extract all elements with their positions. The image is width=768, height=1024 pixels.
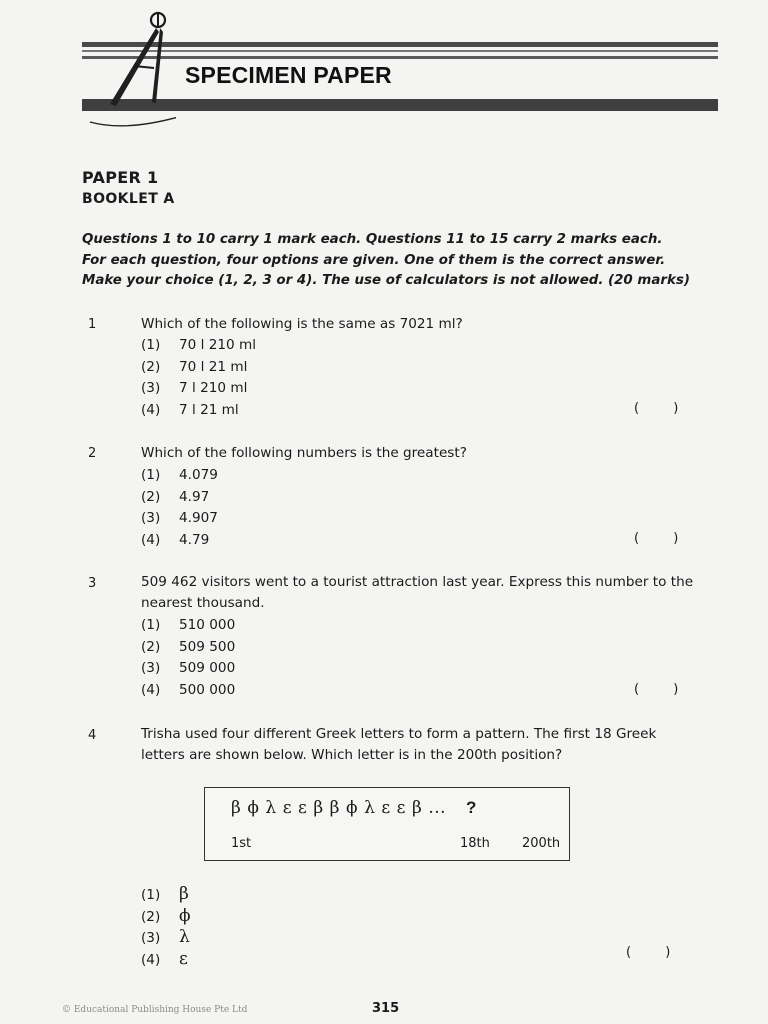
answer-bracket[interactable]: ( ) xyxy=(626,945,671,960)
option-value: λ xyxy=(179,927,190,947)
greek-letter: ϕ xyxy=(345,798,359,818)
option-label: (1) xyxy=(141,467,161,483)
option-label: (3) xyxy=(141,660,161,676)
option-4[interactable] xyxy=(141,680,235,702)
option-label: (2) xyxy=(141,488,161,505)
banner-stripe xyxy=(82,42,718,47)
option-3[interactable] xyxy=(141,508,218,530)
option-value: 7 l 210 ml xyxy=(179,380,248,396)
option-1[interactable] xyxy=(141,615,235,637)
option-label: (1) xyxy=(141,887,161,903)
option-value: ε xyxy=(179,948,188,969)
option-label: (4) xyxy=(141,681,161,698)
option-value: ϕ xyxy=(179,905,191,926)
option-value: 4.79 xyxy=(179,531,210,548)
option-value: 509 500 xyxy=(179,638,236,655)
option-value: 4.907 xyxy=(179,510,218,526)
option-value: 509 000 xyxy=(179,660,236,676)
position-label-1st: 1st xyxy=(231,836,252,851)
option-value: 4.079 xyxy=(179,467,218,483)
unknown-letter: ? xyxy=(466,798,477,817)
option-1[interactable] xyxy=(141,335,256,357)
banner-stripe xyxy=(82,99,718,111)
greek-letter-sequence xyxy=(231,798,483,818)
question-text: Trisha used four different Greek letters to form a pattern. The first 18 Greek letters are shown below. Which letter is in the 200th position? xyxy=(141,726,657,763)
greek-letter: β xyxy=(411,798,423,818)
option-4[interactable] xyxy=(141,400,256,422)
option-label: (1) xyxy=(141,617,161,633)
greek-letter: λ xyxy=(265,798,277,818)
answer-bracket[interactable]: ( ) xyxy=(634,401,679,416)
instructions xyxy=(82,230,690,292)
ellipsis: ... xyxy=(428,798,447,818)
option-value: β xyxy=(179,884,189,904)
option-label: (3) xyxy=(141,930,161,946)
banner-stripe xyxy=(82,50,718,52)
option-2[interactable] xyxy=(141,906,191,928)
publisher-credit: © Educational Publishing House Pte Ltd xyxy=(62,1005,248,1015)
option-4[interactable] xyxy=(141,530,218,552)
greek-letter: ε xyxy=(396,798,406,818)
question-number: 2 xyxy=(88,446,97,461)
question-number: 1 xyxy=(88,317,97,332)
option-2[interactable] xyxy=(141,637,235,659)
banner-stripe xyxy=(82,56,718,59)
option-label: (2) xyxy=(141,358,161,375)
question-number: 4 xyxy=(88,728,97,743)
position-label-200th: 200th xyxy=(522,836,561,851)
answer-bracket[interactable]: ( ) xyxy=(634,531,679,546)
option-2[interactable] xyxy=(141,487,218,509)
option-label: (3) xyxy=(141,510,161,526)
option-value: 7 l 21 ml xyxy=(179,401,239,418)
option-3[interactable] xyxy=(141,378,256,400)
option-value: 4.97 xyxy=(179,488,210,505)
booklet-label: BOOKLET A xyxy=(82,191,175,207)
question-text: Which of the following is the same as 7021 ml? xyxy=(141,316,463,332)
greek-letter: ε xyxy=(282,798,293,818)
option-3[interactable] xyxy=(141,927,191,949)
option-label: (2) xyxy=(141,638,161,655)
option-1[interactable] xyxy=(141,465,218,487)
option-label: (4) xyxy=(141,951,161,968)
page-number: 315 xyxy=(372,1001,400,1016)
option-4[interactable] xyxy=(141,949,191,971)
greek-pattern-box xyxy=(204,787,570,861)
option-list xyxy=(141,335,256,421)
option-value: 510 000 xyxy=(179,617,236,633)
total-marks: (20 marks) xyxy=(607,273,690,288)
option-value: 500 000 xyxy=(179,681,236,698)
greek-letter: β xyxy=(329,798,340,818)
option-label: (1) xyxy=(141,337,161,353)
greek-letter: ϕ xyxy=(247,798,260,818)
greek-letter: ε xyxy=(298,798,308,818)
option-1[interactable] xyxy=(141,884,191,906)
option-list xyxy=(141,884,191,970)
option-2[interactable] xyxy=(141,357,256,379)
option-value: 70 l 210 ml xyxy=(179,337,257,353)
position-label-18th: 18th xyxy=(460,836,490,851)
greek-letter: β xyxy=(313,798,324,818)
paper-title: PAPER 1 xyxy=(82,168,159,187)
option-label: (3) xyxy=(141,380,161,396)
greek-letter: ε xyxy=(381,798,391,818)
greek-letter: β xyxy=(231,798,242,818)
option-value: 70 l 21 ml xyxy=(179,358,248,375)
option-label: (4) xyxy=(141,401,161,418)
option-list xyxy=(141,615,235,701)
option-label: (2) xyxy=(141,908,161,925)
question-text: 509 462 visitors went to a tourist attraction last year. Express this number to the nearest thousand. xyxy=(141,574,694,611)
option-list xyxy=(141,465,218,551)
instructions-text: Questions 1 to 10 carry 1 mark each. Questions 11 to 15 carry 2 marks each. For each question, four options are given. One of them is the correct answer. Make your choice (1, 2, 3 or 4). The use of calculators is not allowed. xyxy=(82,232,666,288)
greek-letter: λ xyxy=(364,798,376,818)
question-text: Which of the following numbers is the greatest? xyxy=(141,445,467,461)
banner-title: SPECIMEN PAPER xyxy=(185,62,392,88)
question-number: 3 xyxy=(88,576,97,591)
compass-icon xyxy=(86,4,176,134)
option-label: (4) xyxy=(141,531,161,548)
answer-bracket[interactable]: ( ) xyxy=(634,682,679,697)
option-3[interactable] xyxy=(141,658,235,680)
